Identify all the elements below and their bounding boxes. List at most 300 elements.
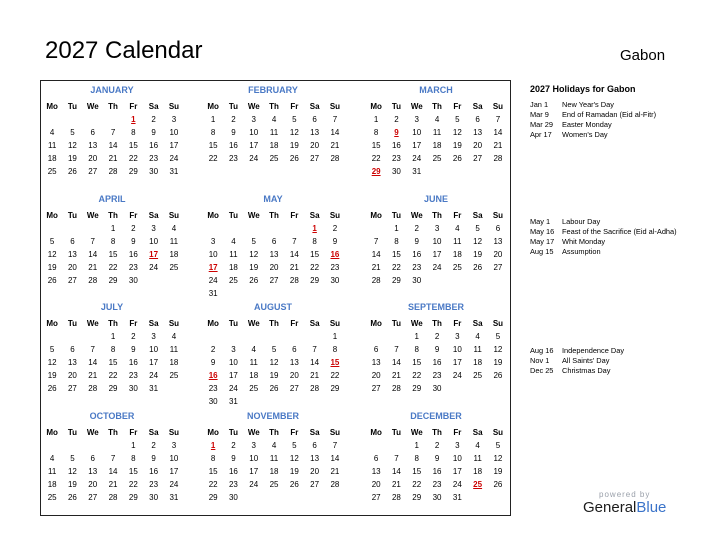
empty-cell	[264, 222, 284, 235]
day: 12	[67, 141, 77, 150]
day: 7	[373, 237, 379, 246]
day: 16	[412, 250, 422, 259]
month-name: APRIL	[98, 194, 126, 204]
day: 11	[249, 358, 258, 367]
day: 26	[67, 167, 77, 176]
day: 26	[47, 276, 57, 285]
day: 1	[373, 115, 379, 124]
day: 29	[208, 493, 218, 502]
day: 29	[128, 167, 138, 176]
day: 7	[394, 345, 399, 354]
empty-cell	[244, 222, 264, 235]
holiday-group-3	[530, 346, 680, 376]
month-grid	[42, 209, 182, 287]
weekday-header: Th	[269, 102, 279, 111]
day: 18	[47, 480, 57, 489]
day: 29	[108, 384, 118, 393]
day: 1	[110, 224, 116, 233]
empty-cell	[103, 113, 123, 126]
day: 24	[412, 154, 422, 163]
day: 28	[108, 167, 118, 176]
day: 25	[169, 371, 179, 380]
day: 10	[249, 128, 259, 137]
day: 30	[149, 493, 159, 502]
day: 6	[312, 115, 317, 124]
day: 13	[371, 467, 381, 476]
day: 16	[128, 250, 138, 259]
empty-cell	[42, 222, 62, 235]
day: 10	[412, 128, 422, 137]
day: 27	[289, 384, 299, 393]
day: 21	[391, 480, 401, 489]
weekday-header: Mo	[370, 319, 382, 328]
weekday-header: Su	[492, 428, 504, 437]
weekday-header: Sa	[472, 319, 483, 328]
weekday-header: Th	[432, 319, 442, 328]
day: 23	[149, 154, 159, 163]
day: 28	[310, 384, 320, 393]
weekday-header: Sa	[148, 319, 159, 328]
day: 19	[67, 480, 77, 489]
month-name: FEBRUARY	[248, 85, 298, 95]
day: 12	[289, 454, 299, 463]
powered-by-label: powered by	[599, 490, 651, 499]
day: 21	[310, 371, 320, 380]
day: 11	[473, 454, 482, 463]
brand-blue: Blue	[636, 499, 667, 516]
day: 15	[412, 467, 422, 476]
weekday-header: Sa	[309, 211, 320, 220]
day: 7	[90, 237, 95, 246]
holiday-date: Aug 16	[530, 346, 554, 355]
day: 4	[434, 115, 440, 124]
day: 9	[434, 345, 440, 354]
empty-cell	[83, 222, 103, 235]
day: 14	[289, 250, 299, 259]
holiday-day: 25	[473, 480, 483, 489]
day: 14	[371, 250, 381, 259]
month-october	[42, 410, 182, 504]
weekday-header: Th	[108, 319, 118, 328]
day: 16	[149, 141, 159, 150]
holiday-item	[530, 217, 680, 227]
day: 27	[88, 167, 98, 176]
day: 8	[414, 345, 419, 354]
day: 11	[453, 237, 462, 246]
day: 6	[495, 224, 501, 233]
day: 20	[67, 371, 77, 380]
country-label: Gabon	[620, 47, 666, 64]
holiday-item	[530, 356, 680, 366]
day: 7	[292, 237, 297, 246]
day: 15	[412, 358, 422, 367]
month-grid	[42, 426, 182, 504]
day: 10	[169, 128, 179, 137]
day: 8	[210, 128, 216, 137]
day: 13	[310, 128, 320, 137]
day: 9	[151, 128, 156, 137]
day: 11	[169, 237, 179, 246]
day: 26	[473, 263, 483, 272]
day: 15	[128, 467, 138, 476]
day: 5	[455, 115, 460, 124]
day: 13	[269, 250, 279, 259]
weekday-header: Fr	[453, 428, 462, 437]
day: 22	[128, 154, 138, 163]
day: 31	[149, 384, 159, 393]
day: 14	[88, 358, 98, 367]
weekday-header: We	[410, 319, 423, 328]
day: 31	[412, 167, 422, 176]
day: 24	[169, 480, 179, 489]
day: 22	[108, 263, 118, 272]
day: 11	[432, 128, 442, 137]
day: 20	[269, 263, 279, 272]
day: 2	[394, 115, 399, 124]
day: 5	[292, 115, 297, 124]
day: 21	[330, 467, 340, 476]
day: 26	[493, 480, 503, 489]
day: 23	[412, 263, 422, 272]
weekday-header: Tu	[67, 102, 78, 111]
month-grid	[366, 100, 506, 178]
weekday-header: Fr	[129, 102, 138, 111]
day: 15	[371, 141, 381, 150]
month-grid	[366, 426, 506, 504]
holiday-name: Assumption	[562, 247, 601, 256]
day: 28	[391, 384, 401, 393]
page-title: 2027 Calendar	[45, 37, 203, 64]
weekday-header: Mo	[207, 102, 219, 111]
empty-cell	[203, 222, 223, 235]
holiday-day: 15	[330, 358, 340, 367]
day: 17	[249, 141, 259, 150]
day: 14	[310, 358, 320, 367]
weekday-header: Sa	[309, 102, 320, 111]
weekday-header: Th	[432, 428, 442, 437]
weekday-header: Mo	[46, 428, 58, 437]
day: 2	[231, 441, 236, 450]
weekday-header: Sa	[309, 428, 320, 437]
weekday-header: Su	[329, 102, 341, 111]
day: 3	[171, 441, 177, 450]
day: 12	[452, 128, 462, 137]
day: 8	[414, 454, 419, 463]
day: 28	[88, 384, 98, 393]
weekday-header: Fr	[129, 211, 138, 220]
day: 6	[312, 441, 317, 450]
weekday-header: Su	[168, 428, 180, 437]
day: 23	[228, 154, 238, 163]
weekday-header: Th	[108, 102, 118, 111]
day: 8	[131, 128, 136, 137]
day: 23	[432, 480, 442, 489]
day: 21	[289, 263, 299, 272]
weekday-header: We	[86, 211, 99, 220]
holiday-item	[530, 110, 680, 120]
day: 18	[169, 358, 179, 367]
month-july	[42, 301, 182, 395]
empty-cell	[284, 222, 304, 235]
month-name: JUNE	[423, 194, 448, 204]
day: 27	[67, 384, 77, 393]
month-grid	[42, 100, 182, 178]
day: 28	[330, 480, 340, 489]
day: 19	[269, 371, 279, 380]
weekday-header: Su	[492, 319, 504, 328]
day: 5	[495, 441, 501, 450]
day: 6	[90, 128, 95, 137]
holiday-date: Aug 15	[530, 247, 554, 256]
holiday-name: Independence Day	[562, 346, 625, 355]
day: 26	[452, 154, 462, 163]
day: 16	[228, 141, 238, 150]
holiday-name: Christmas Day	[562, 366, 611, 375]
day: 9	[414, 237, 419, 246]
brand-name	[583, 499, 666, 516]
day: 18	[473, 467, 483, 476]
day: 23	[330, 263, 340, 272]
day: 10	[452, 345, 462, 354]
day: 16	[228, 467, 238, 476]
day: 6	[373, 454, 379, 463]
weekday-header: Su	[329, 211, 341, 220]
brand-general: General	[583, 499, 637, 516]
day: 30	[149, 167, 159, 176]
weekday-header: Sa	[472, 211, 483, 220]
day: 24	[228, 384, 238, 393]
day: 17	[452, 467, 462, 476]
weekday-header: Mo	[370, 102, 382, 111]
weekday-header: Th	[269, 319, 279, 328]
month-april	[42, 193, 182, 287]
day: 7	[110, 128, 116, 137]
day: 9	[131, 237, 136, 246]
weekday-header: Sa	[148, 102, 159, 111]
day: 28	[330, 154, 340, 163]
day: 11	[169, 345, 179, 354]
holiday-name: Easter Monday	[562, 120, 612, 129]
day: 2	[210, 345, 216, 354]
day: 29	[412, 384, 422, 393]
day: 18	[249, 371, 259, 380]
day: 3	[151, 224, 156, 233]
empty-cell	[42, 439, 62, 452]
day: 17	[452, 358, 462, 367]
month-august	[203, 301, 343, 408]
day: 14	[330, 454, 340, 463]
weekday-header: We	[410, 211, 423, 220]
day: 28	[108, 493, 118, 502]
weekday-header: Su	[492, 102, 504, 111]
day: 5	[271, 345, 277, 354]
empty-cell	[386, 330, 406, 343]
holiday-day: 9	[394, 128, 399, 137]
day: 26	[289, 480, 299, 489]
month-name: JULY	[100, 302, 124, 312]
day: 8	[210, 454, 216, 463]
day: 29	[310, 276, 320, 285]
day: 18	[269, 141, 279, 150]
day: 4	[271, 115, 277, 124]
month-name: MARCH	[419, 85, 453, 95]
day: 19	[47, 371, 57, 380]
weekday-header: Sa	[148, 211, 159, 220]
weekday-header: Mo	[207, 428, 219, 437]
holiday-date: Mar 29	[530, 120, 554, 129]
day: 18	[432, 141, 442, 150]
day: 10	[249, 454, 259, 463]
month-grid	[203, 100, 343, 165]
weekday-header: Tu	[67, 319, 78, 328]
day: 22	[128, 480, 138, 489]
weekday-header: We	[247, 428, 260, 437]
month-march	[366, 84, 506, 178]
day: 4	[475, 441, 480, 450]
day: 20	[310, 141, 320, 150]
day: 4	[475, 332, 480, 341]
day: 19	[289, 141, 299, 150]
weekday-header: Th	[108, 211, 118, 220]
day: 19	[473, 250, 483, 259]
weekday-header: Fr	[453, 102, 462, 111]
day: 3	[210, 237, 216, 246]
day: 17	[169, 141, 179, 150]
day: 15	[310, 250, 320, 259]
empty-cell	[244, 330, 264, 343]
empty-cell	[42, 330, 62, 343]
holiday-day: 29	[371, 167, 381, 176]
holiday-item	[530, 100, 680, 110]
day: 11	[269, 454, 279, 463]
holiday-day: 1	[210, 441, 216, 450]
day: 5	[49, 345, 55, 354]
day: 14	[108, 467, 118, 476]
weekday-header: We	[86, 319, 99, 328]
day: 6	[90, 454, 95, 463]
day: 7	[332, 441, 338, 450]
month-june	[366, 193, 506, 287]
weekday-header: Su	[168, 102, 180, 111]
weekday-header: Th	[432, 211, 442, 220]
day: 16	[391, 141, 401, 150]
day: 13	[88, 141, 98, 150]
day: 5	[70, 454, 75, 463]
day: 23	[208, 384, 218, 393]
day: 2	[414, 224, 419, 233]
empty-cell	[304, 330, 324, 343]
holiday-item	[530, 346, 680, 356]
day: 19	[493, 358, 503, 367]
day: 24	[249, 154, 259, 163]
day: 19	[289, 467, 299, 476]
day: 30	[228, 493, 238, 502]
day: 2	[131, 332, 136, 341]
day: 2	[332, 224, 338, 233]
day: 26	[289, 154, 299, 163]
day: 3	[251, 441, 256, 450]
day: 24	[452, 371, 462, 380]
holiday-item	[530, 130, 680, 140]
weekday-header: Tu	[228, 319, 239, 328]
weekday-header: We	[247, 211, 260, 220]
month-name: AUGUST	[254, 302, 292, 312]
day: 16	[432, 358, 442, 367]
holiday-date: May 1	[530, 217, 551, 226]
day: 30	[412, 276, 422, 285]
day: 19	[452, 141, 462, 150]
weekday-header: Tu	[228, 211, 239, 220]
day: 2	[434, 441, 440, 450]
day: 10	[432, 237, 442, 246]
day: 25	[473, 371, 483, 380]
day: 1	[414, 332, 419, 341]
weekday-header: Mo	[46, 102, 58, 111]
day: 26	[67, 493, 77, 502]
day: 13	[289, 358, 299, 367]
day: 5	[49, 237, 55, 246]
weekday-header: Fr	[129, 428, 138, 437]
day: 24	[432, 263, 442, 272]
day: 2	[131, 224, 136, 233]
weekday-header: We	[410, 428, 423, 437]
weekday-header: We	[410, 102, 423, 111]
day: 5	[251, 237, 256, 246]
weekday-header: Tu	[391, 211, 402, 220]
weekday-header: Th	[269, 211, 279, 220]
weekday-header: Su	[329, 428, 341, 437]
weekday-header: Mo	[46, 319, 58, 328]
day: 15	[391, 250, 401, 259]
day: 20	[67, 263, 77, 272]
day: 22	[371, 154, 381, 163]
weekday-header: Mo	[46, 211, 58, 220]
day: 4	[49, 454, 55, 463]
weekday-header: Fr	[453, 319, 462, 328]
day: 8	[110, 345, 116, 354]
day: 8	[110, 237, 116, 246]
day: 24	[452, 480, 462, 489]
empty-cell	[83, 330, 103, 343]
holiday-date: Dec 25	[530, 366, 554, 375]
day: 26	[47, 384, 57, 393]
day: 10	[149, 237, 159, 246]
weekday-header: Tu	[391, 102, 402, 111]
day: 24	[169, 154, 179, 163]
holiday-date: Jan 1	[530, 100, 549, 109]
day: 22	[208, 480, 218, 489]
holiday-name: Women's Day	[562, 130, 608, 139]
holiday-item	[530, 227, 680, 237]
month-grid	[366, 317, 506, 395]
weekday-header: Mo	[370, 428, 382, 437]
day: 31	[208, 289, 218, 298]
day: 31	[169, 493, 179, 502]
day: 16	[128, 358, 138, 367]
day: 30	[391, 167, 401, 176]
day: 21	[391, 371, 401, 380]
day: 18	[473, 358, 483, 367]
day: 7	[90, 345, 95, 354]
day: 24	[149, 263, 159, 272]
holiday-item	[530, 366, 680, 376]
day: 26	[269, 384, 279, 393]
day: 27	[493, 263, 503, 272]
empty-cell	[62, 113, 82, 126]
holiday-date: Nov 1	[530, 356, 550, 365]
day: 3	[231, 345, 236, 354]
day: 18	[452, 250, 462, 259]
